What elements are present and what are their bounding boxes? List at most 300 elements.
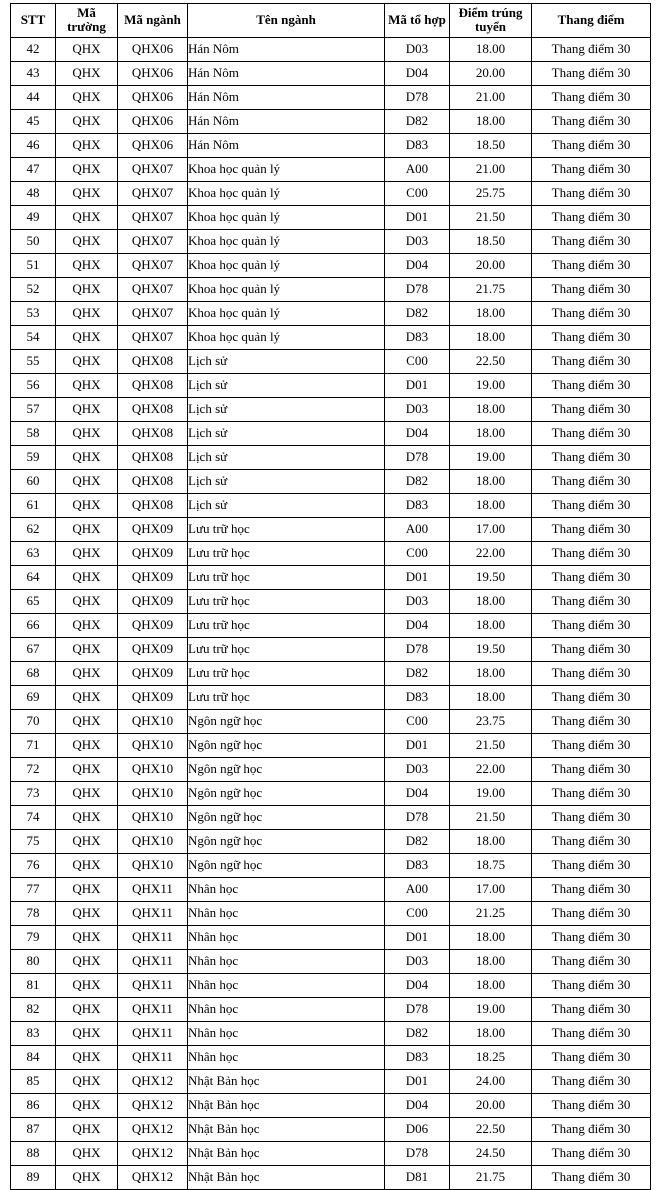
cell-thang-diem: Thang điểm 30 bbox=[532, 709, 651, 733]
cell-ma-to-hop: D04 bbox=[385, 973, 450, 997]
cell-ten-nganh: Hán Nôm bbox=[188, 133, 385, 157]
cell-ma-truong: QHX bbox=[56, 1093, 118, 1117]
cell-ten-nganh: Hán Nôm bbox=[188, 109, 385, 133]
cell-ma-nganh: QHX11 bbox=[118, 997, 188, 1021]
cell-ma-nganh: QHX10 bbox=[118, 733, 188, 757]
cell-stt: 65 bbox=[11, 589, 56, 613]
cell-ma-truong: QHX bbox=[56, 61, 118, 85]
cell-ma-to-hop: D83 bbox=[385, 133, 450, 157]
cell-ma-truong: QHX bbox=[56, 709, 118, 733]
cell-stt: 75 bbox=[11, 829, 56, 853]
cell-thang-diem: Thang điểm 30 bbox=[532, 397, 651, 421]
cell-ma-truong: QHX bbox=[56, 421, 118, 445]
cell-ma-truong: QHX bbox=[56, 157, 118, 181]
cell-ten-nganh: Lịch sử bbox=[188, 397, 385, 421]
cell-stt: 58 bbox=[11, 421, 56, 445]
cell-stt: 47 bbox=[11, 157, 56, 181]
cell-thang-diem: Thang điểm 30 bbox=[532, 349, 651, 373]
table-row bbox=[11, 1093, 651, 1117]
cell-diem: 18.25 bbox=[450, 1045, 532, 1069]
cell-ma-truong: QHX bbox=[56, 613, 118, 637]
table-row bbox=[11, 541, 651, 565]
cell-diem: 22.50 bbox=[450, 349, 532, 373]
cell-ma-truong: QHX bbox=[56, 949, 118, 973]
cell-diem: 18.00 bbox=[450, 109, 532, 133]
cell-ma-nganh: QHX12 bbox=[118, 1117, 188, 1141]
cell-ten-nganh: Hán Nôm bbox=[188, 37, 385, 61]
cell-ma-truong: QHX bbox=[56, 685, 118, 709]
cell-ten-nganh: Ngôn ngữ học bbox=[188, 781, 385, 805]
cell-ma-to-hop: D01 bbox=[385, 205, 450, 229]
cell-diem: 19.00 bbox=[450, 781, 532, 805]
cell-thang-diem: Thang điểm 30 bbox=[532, 421, 651, 445]
cell-ma-truong: QHX bbox=[56, 229, 118, 253]
cell-ten-nganh: Lưu trữ học bbox=[188, 637, 385, 661]
cell-diem: 17.00 bbox=[450, 517, 532, 541]
cell-stt: 59 bbox=[11, 445, 56, 469]
column-header-ten-nganh: Tên ngành bbox=[188, 4, 385, 38]
table-row bbox=[11, 1021, 651, 1045]
cell-ten-nganh: Ngôn ngữ học bbox=[188, 853, 385, 877]
column-header-ma-to-hop: Mã tổ hợp bbox=[385, 4, 450, 38]
cell-ma-truong: QHX bbox=[56, 565, 118, 589]
cell-ma-nganh: QHX09 bbox=[118, 613, 188, 637]
cell-stt: 48 bbox=[11, 181, 56, 205]
cell-ma-truong: QHX bbox=[56, 85, 118, 109]
cell-ten-nganh: Nhân học bbox=[188, 973, 385, 997]
cell-ma-to-hop: D78 bbox=[385, 1141, 450, 1165]
cell-ten-nganh: Lưu trữ học bbox=[188, 661, 385, 685]
cell-ma-truong: QHX bbox=[56, 973, 118, 997]
cell-diem: 19.00 bbox=[450, 373, 532, 397]
cell-ma-nganh: QHX08 bbox=[118, 421, 188, 445]
cell-ma-to-hop: D04 bbox=[385, 613, 450, 637]
cell-ma-nganh: QHX10 bbox=[118, 757, 188, 781]
cell-ma-nganh: QHX06 bbox=[118, 85, 188, 109]
cell-ma-to-hop: C00 bbox=[385, 349, 450, 373]
cell-stt: 67 bbox=[11, 637, 56, 661]
cell-ma-truong: QHX bbox=[56, 637, 118, 661]
cell-diem: 18.00 bbox=[450, 1021, 532, 1045]
cell-ma-truong: QHX bbox=[56, 733, 118, 757]
cell-ma-truong: QHX bbox=[56, 133, 118, 157]
cell-stt: 73 bbox=[11, 781, 56, 805]
cell-ma-truong: QHX bbox=[56, 325, 118, 349]
cell-ma-truong: QHX bbox=[56, 997, 118, 1021]
cell-diem: 18.75 bbox=[450, 853, 532, 877]
cell-ma-truong: QHX bbox=[56, 757, 118, 781]
cell-diem: 18.00 bbox=[450, 325, 532, 349]
cell-ma-nganh: QHX06 bbox=[118, 61, 188, 85]
cell-ma-nganh: QHX07 bbox=[118, 325, 188, 349]
cell-ten-nganh: Nhân học bbox=[188, 901, 385, 925]
cell-ma-to-hop: A00 bbox=[385, 517, 450, 541]
table-row bbox=[11, 109, 651, 133]
table-row bbox=[11, 997, 651, 1021]
cell-thang-diem: Thang điểm 30 bbox=[532, 685, 651, 709]
cell-ma-to-hop: C00 bbox=[385, 181, 450, 205]
cell-diem: 23.75 bbox=[450, 709, 532, 733]
cell-ma-to-hop: D01 bbox=[385, 925, 450, 949]
cell-thang-diem: Thang điểm 30 bbox=[532, 757, 651, 781]
cell-ten-nganh: Ngôn ngữ học bbox=[188, 733, 385, 757]
cell-ma-nganh: QHX10 bbox=[118, 829, 188, 853]
cell-ma-nganh: QHX09 bbox=[118, 541, 188, 565]
cell-ma-to-hop: D83 bbox=[385, 493, 450, 517]
cell-ma-truong: QHX bbox=[56, 253, 118, 277]
cell-ma-to-hop: D78 bbox=[385, 997, 450, 1021]
cell-ma-nganh: QHX09 bbox=[118, 661, 188, 685]
cell-ma-to-hop: D83 bbox=[385, 325, 450, 349]
cell-stt: 86 bbox=[11, 1093, 56, 1117]
cell-diem: 21.50 bbox=[450, 205, 532, 229]
cell-ma-truong: QHX bbox=[56, 853, 118, 877]
cell-thang-diem: Thang điểm 30 bbox=[532, 1021, 651, 1045]
cell-ma-truong: QHX bbox=[56, 1165, 118, 1189]
column-header-stt: STT bbox=[11, 4, 56, 38]
cell-ma-to-hop: D82 bbox=[385, 301, 450, 325]
cell-ten-nganh: Lịch sử bbox=[188, 349, 385, 373]
cell-ma-nganh: QHX12 bbox=[118, 1141, 188, 1165]
cell-ma-to-hop: D04 bbox=[385, 253, 450, 277]
cell-diem: 17.00 bbox=[450, 877, 532, 901]
cell-ten-nganh: Nhật Bản học bbox=[188, 1165, 385, 1189]
table-row bbox=[11, 949, 651, 973]
cell-ma-truong: QHX bbox=[56, 1069, 118, 1093]
cell-ma-to-hop: D03 bbox=[385, 229, 450, 253]
cell-ma-truong: QHX bbox=[56, 781, 118, 805]
table-row bbox=[11, 421, 651, 445]
cell-ma-nganh: QHX08 bbox=[118, 373, 188, 397]
cell-thang-diem: Thang điểm 30 bbox=[532, 781, 651, 805]
table-row bbox=[11, 661, 651, 685]
cell-diem: 19.00 bbox=[450, 445, 532, 469]
cell-ma-to-hop: A00 bbox=[385, 157, 450, 181]
table-row bbox=[11, 781, 651, 805]
cell-ma-to-hop: D83 bbox=[385, 685, 450, 709]
table-row bbox=[11, 589, 651, 613]
cell-ma-nganh: QHX06 bbox=[118, 37, 188, 61]
table-row bbox=[11, 901, 651, 925]
cell-stt: 81 bbox=[11, 973, 56, 997]
cell-ma-nganh: QHX06 bbox=[118, 133, 188, 157]
cell-ma-truong: QHX bbox=[56, 277, 118, 301]
cell-ma-nganh: QHX11 bbox=[118, 973, 188, 997]
cell-ma-truong: QHX bbox=[56, 1117, 118, 1141]
cell-ma-to-hop: D78 bbox=[385, 85, 450, 109]
cell-thang-diem: Thang điểm 30 bbox=[532, 973, 651, 997]
cell-ma-truong: QHX bbox=[56, 349, 118, 373]
cell-stt: 82 bbox=[11, 997, 56, 1021]
cell-ma-to-hop: D04 bbox=[385, 421, 450, 445]
cell-thang-diem: Thang điểm 30 bbox=[532, 613, 651, 637]
cell-thang-diem: Thang điểm 30 bbox=[532, 565, 651, 589]
cell-thang-diem: Thang điểm 30 bbox=[532, 1165, 651, 1189]
cell-thang-diem: Thang điểm 30 bbox=[532, 325, 651, 349]
cell-thang-diem: Thang điểm 30 bbox=[532, 877, 651, 901]
cell-ma-to-hop: D04 bbox=[385, 61, 450, 85]
cell-diem: 18.00 bbox=[450, 925, 532, 949]
cell-thang-diem: Thang điểm 30 bbox=[532, 1093, 651, 1117]
cell-thang-diem: Thang điểm 30 bbox=[532, 373, 651, 397]
table-row bbox=[11, 1165, 651, 1189]
table-row bbox=[11, 157, 651, 181]
cell-ma-nganh: QHX09 bbox=[118, 637, 188, 661]
cell-thang-diem: Thang điểm 30 bbox=[532, 1045, 651, 1069]
cell-ma-truong: QHX bbox=[56, 541, 118, 565]
cell-ma-to-hop: C00 bbox=[385, 901, 450, 925]
cell-diem: 18.00 bbox=[450, 469, 532, 493]
cell-stt: 62 bbox=[11, 517, 56, 541]
column-header-ma-truong: Mã trường bbox=[56, 4, 118, 38]
cell-thang-diem: Thang điểm 30 bbox=[532, 589, 651, 613]
cell-ten-nganh: Khoa học quản lý bbox=[188, 253, 385, 277]
cell-ten-nganh: Ngôn ngữ học bbox=[188, 757, 385, 781]
cell-thang-diem: Thang điểm 30 bbox=[532, 661, 651, 685]
cell-ma-to-hop: D78 bbox=[385, 637, 450, 661]
cell-diem: 20.00 bbox=[450, 253, 532, 277]
cell-diem: 20.00 bbox=[450, 1093, 532, 1117]
cell-ma-nganh: QHX07 bbox=[118, 157, 188, 181]
cell-ten-nganh: Khoa học quản lý bbox=[188, 325, 385, 349]
table-row bbox=[11, 349, 651, 373]
cell-ten-nganh: Khoa học quản lý bbox=[188, 205, 385, 229]
table-row bbox=[11, 565, 651, 589]
cell-thang-diem: Thang điểm 30 bbox=[532, 853, 651, 877]
table-row bbox=[11, 517, 651, 541]
cell-stt: 69 bbox=[11, 685, 56, 709]
cell-stt: 64 bbox=[11, 565, 56, 589]
cell-thang-diem: Thang điểm 30 bbox=[532, 949, 651, 973]
cell-thang-diem: Thang điểm 30 bbox=[532, 469, 651, 493]
cell-ma-nganh: QHX08 bbox=[118, 445, 188, 469]
cell-ma-nganh: QHX12 bbox=[118, 1165, 188, 1189]
cell-stt: 57 bbox=[11, 397, 56, 421]
cell-thang-diem: Thang điểm 30 bbox=[532, 229, 651, 253]
cell-ma-to-hop: D03 bbox=[385, 589, 450, 613]
cell-ma-truong: QHX bbox=[56, 373, 118, 397]
cell-ma-nganh: QHX07 bbox=[118, 205, 188, 229]
cell-ma-to-hop: D82 bbox=[385, 469, 450, 493]
cell-stt: 42 bbox=[11, 37, 56, 61]
cell-stt: 77 bbox=[11, 877, 56, 901]
table-row bbox=[11, 1045, 651, 1069]
cell-ma-nganh: QHX10 bbox=[118, 709, 188, 733]
cell-ten-nganh: Nhật Bản học bbox=[188, 1093, 385, 1117]
table-row bbox=[11, 133, 651, 157]
cell-stt: 68 bbox=[11, 661, 56, 685]
cell-ten-nganh: Khoa học quản lý bbox=[188, 229, 385, 253]
cell-ma-to-hop: D06 bbox=[385, 1117, 450, 1141]
cell-thang-diem: Thang điểm 30 bbox=[532, 277, 651, 301]
cell-ma-nganh: QHX10 bbox=[118, 853, 188, 877]
cell-ten-nganh: Hán Nôm bbox=[188, 61, 385, 85]
cell-thang-diem: Thang điểm 30 bbox=[532, 541, 651, 565]
cell-thang-diem: Thang điểm 30 bbox=[532, 805, 651, 829]
cell-ma-nganh: QHX11 bbox=[118, 901, 188, 925]
cell-ma-to-hop: D03 bbox=[385, 397, 450, 421]
cell-ten-nganh: Nhân học bbox=[188, 1021, 385, 1045]
cell-ma-nganh: QHX09 bbox=[118, 517, 188, 541]
cell-diem: 18.00 bbox=[450, 829, 532, 853]
cell-stt: 76 bbox=[11, 853, 56, 877]
cell-ma-to-hop: D04 bbox=[385, 1093, 450, 1117]
table-row bbox=[11, 397, 651, 421]
cell-ma-to-hop: D04 bbox=[385, 781, 450, 805]
cell-ten-nganh: Ngôn ngữ học bbox=[188, 805, 385, 829]
cell-thang-diem: Thang điểm 30 bbox=[532, 925, 651, 949]
table-header bbox=[11, 4, 651, 38]
cell-ma-nganh: QHX08 bbox=[118, 469, 188, 493]
cell-diem: 19.00 bbox=[450, 997, 532, 1021]
cell-ma-to-hop: D01 bbox=[385, 565, 450, 589]
cell-diem: 19.50 bbox=[450, 565, 532, 589]
cell-ma-to-hop: D83 bbox=[385, 853, 450, 877]
cell-ma-nganh: QHX08 bbox=[118, 493, 188, 517]
cell-stt: 78 bbox=[11, 901, 56, 925]
cell-stt: 84 bbox=[11, 1045, 56, 1069]
cell-ten-nganh: Nhân học bbox=[188, 1045, 385, 1069]
table-row bbox=[11, 469, 651, 493]
cell-ma-nganh: QHX09 bbox=[118, 589, 188, 613]
cell-ma-truong: QHX bbox=[56, 805, 118, 829]
cell-ten-nganh: Lưu trữ học bbox=[188, 589, 385, 613]
cell-diem: 18.00 bbox=[450, 613, 532, 637]
cell-ma-nganh: QHX11 bbox=[118, 1045, 188, 1069]
column-header-diem-trung-tuyen: Điểm trúng tuyển bbox=[450, 4, 532, 38]
cell-diem: 18.00 bbox=[450, 493, 532, 517]
table-row bbox=[11, 829, 651, 853]
cell-ma-truong: QHX bbox=[56, 901, 118, 925]
cell-diem: 21.50 bbox=[450, 733, 532, 757]
cell-ma-truong: QHX bbox=[56, 1141, 118, 1165]
cell-stt: 72 bbox=[11, 757, 56, 781]
table-row bbox=[11, 925, 651, 949]
table-row bbox=[11, 37, 651, 61]
cell-stt: 45 bbox=[11, 109, 56, 133]
cell-stt: 83 bbox=[11, 1021, 56, 1045]
cell-diem: 19.50 bbox=[450, 637, 532, 661]
cell-stt: 52 bbox=[11, 277, 56, 301]
cell-stt: 74 bbox=[11, 805, 56, 829]
cell-ma-to-hop: D03 bbox=[385, 757, 450, 781]
cell-thang-diem: Thang điểm 30 bbox=[532, 901, 651, 925]
cell-stt: 61 bbox=[11, 493, 56, 517]
cell-thang-diem: Thang điểm 30 bbox=[532, 205, 651, 229]
cell-stt: 87 bbox=[11, 1117, 56, 1141]
cell-ma-to-hop: D78 bbox=[385, 445, 450, 469]
cell-stt: 63 bbox=[11, 541, 56, 565]
table-row bbox=[11, 181, 651, 205]
cell-ma-nganh: QHX08 bbox=[118, 349, 188, 373]
cell-thang-diem: Thang điểm 30 bbox=[532, 37, 651, 61]
cell-ma-truong: QHX bbox=[56, 925, 118, 949]
cell-ten-nganh: Nhân học bbox=[188, 949, 385, 973]
cell-stt: 55 bbox=[11, 349, 56, 373]
cell-ma-to-hop: D03 bbox=[385, 949, 450, 973]
cell-ten-nganh: Lịch sử bbox=[188, 493, 385, 517]
cell-diem: 22.50 bbox=[450, 1117, 532, 1141]
cell-ma-to-hop: C00 bbox=[385, 709, 450, 733]
table-row bbox=[11, 85, 651, 109]
table-row bbox=[11, 1117, 651, 1141]
cell-stt: 49 bbox=[11, 205, 56, 229]
cell-ten-nganh: Lưu trữ học bbox=[188, 541, 385, 565]
cell-stt: 54 bbox=[11, 325, 56, 349]
cell-stt: 44 bbox=[11, 85, 56, 109]
cell-ma-truong: QHX bbox=[56, 493, 118, 517]
cell-stt: 53 bbox=[11, 301, 56, 325]
table-row bbox=[11, 1069, 651, 1093]
cell-diem: 18.00 bbox=[450, 37, 532, 61]
cell-ma-truong: QHX bbox=[56, 397, 118, 421]
cell-ma-to-hop: D01 bbox=[385, 373, 450, 397]
cell-thang-diem: Thang điểm 30 bbox=[532, 997, 651, 1021]
cell-ten-nganh: Lưu trữ học bbox=[188, 517, 385, 541]
cell-thang-diem: Thang điểm 30 bbox=[532, 253, 651, 277]
cell-ma-truong: QHX bbox=[56, 469, 118, 493]
cell-ma-to-hop: D82 bbox=[385, 829, 450, 853]
cell-ten-nganh: Nhân học bbox=[188, 877, 385, 901]
cell-ma-truong: QHX bbox=[56, 589, 118, 613]
cell-ma-nganh: QHX06 bbox=[118, 109, 188, 133]
column-header-thang-diem: Thang điểm bbox=[532, 4, 651, 38]
cell-ma-to-hop: D82 bbox=[385, 109, 450, 133]
table-row bbox=[11, 301, 651, 325]
cell-ten-nganh: Lịch sử bbox=[188, 469, 385, 493]
cell-stt: 43 bbox=[11, 61, 56, 85]
cell-ma-to-hop: D82 bbox=[385, 1021, 450, 1045]
cell-stt: 88 bbox=[11, 1141, 56, 1165]
cell-diem: 18.00 bbox=[450, 589, 532, 613]
cell-ma-to-hop: D78 bbox=[385, 805, 450, 829]
cell-stt: 66 bbox=[11, 613, 56, 637]
cell-diem: 18.50 bbox=[450, 229, 532, 253]
cell-ma-truong: QHX bbox=[56, 829, 118, 853]
cell-thang-diem: Thang điểm 30 bbox=[532, 445, 651, 469]
cell-ten-nganh: Khoa học quản lý bbox=[188, 277, 385, 301]
cell-stt: 89 bbox=[11, 1165, 56, 1189]
cell-diem: 24.50 bbox=[450, 1141, 532, 1165]
cell-stt: 60 bbox=[11, 469, 56, 493]
table-row bbox=[11, 1141, 651, 1165]
cell-diem: 21.25 bbox=[450, 901, 532, 925]
cell-ma-truong: QHX bbox=[56, 109, 118, 133]
cell-ma-truong: QHX bbox=[56, 877, 118, 901]
cell-ma-truong: QHX bbox=[56, 661, 118, 685]
cell-ma-nganh: QHX11 bbox=[118, 1021, 188, 1045]
cell-ma-nganh: QHX12 bbox=[118, 1069, 188, 1093]
cell-ten-nganh: Lịch sử bbox=[188, 445, 385, 469]
table-row bbox=[11, 685, 651, 709]
cell-thang-diem: Thang điểm 30 bbox=[532, 85, 651, 109]
cell-ma-to-hop: D01 bbox=[385, 733, 450, 757]
cell-ma-nganh: QHX10 bbox=[118, 805, 188, 829]
cell-ma-truong: QHX bbox=[56, 37, 118, 61]
cell-stt: 70 bbox=[11, 709, 56, 733]
cell-diem: 21.50 bbox=[450, 805, 532, 829]
table-body bbox=[11, 37, 651, 1189]
cell-ma-nganh: QHX11 bbox=[118, 925, 188, 949]
cell-ma-to-hop: D03 bbox=[385, 37, 450, 61]
cell-ten-nganh: Ngôn ngữ học bbox=[188, 829, 385, 853]
cell-thang-diem: Thang điểm 30 bbox=[532, 133, 651, 157]
cell-diem: 18.00 bbox=[450, 421, 532, 445]
cell-ma-nganh: QHX11 bbox=[118, 877, 188, 901]
cell-diem: 18.00 bbox=[450, 661, 532, 685]
cell-ten-nganh: Nhân học bbox=[188, 925, 385, 949]
cell-stt: 85 bbox=[11, 1069, 56, 1093]
